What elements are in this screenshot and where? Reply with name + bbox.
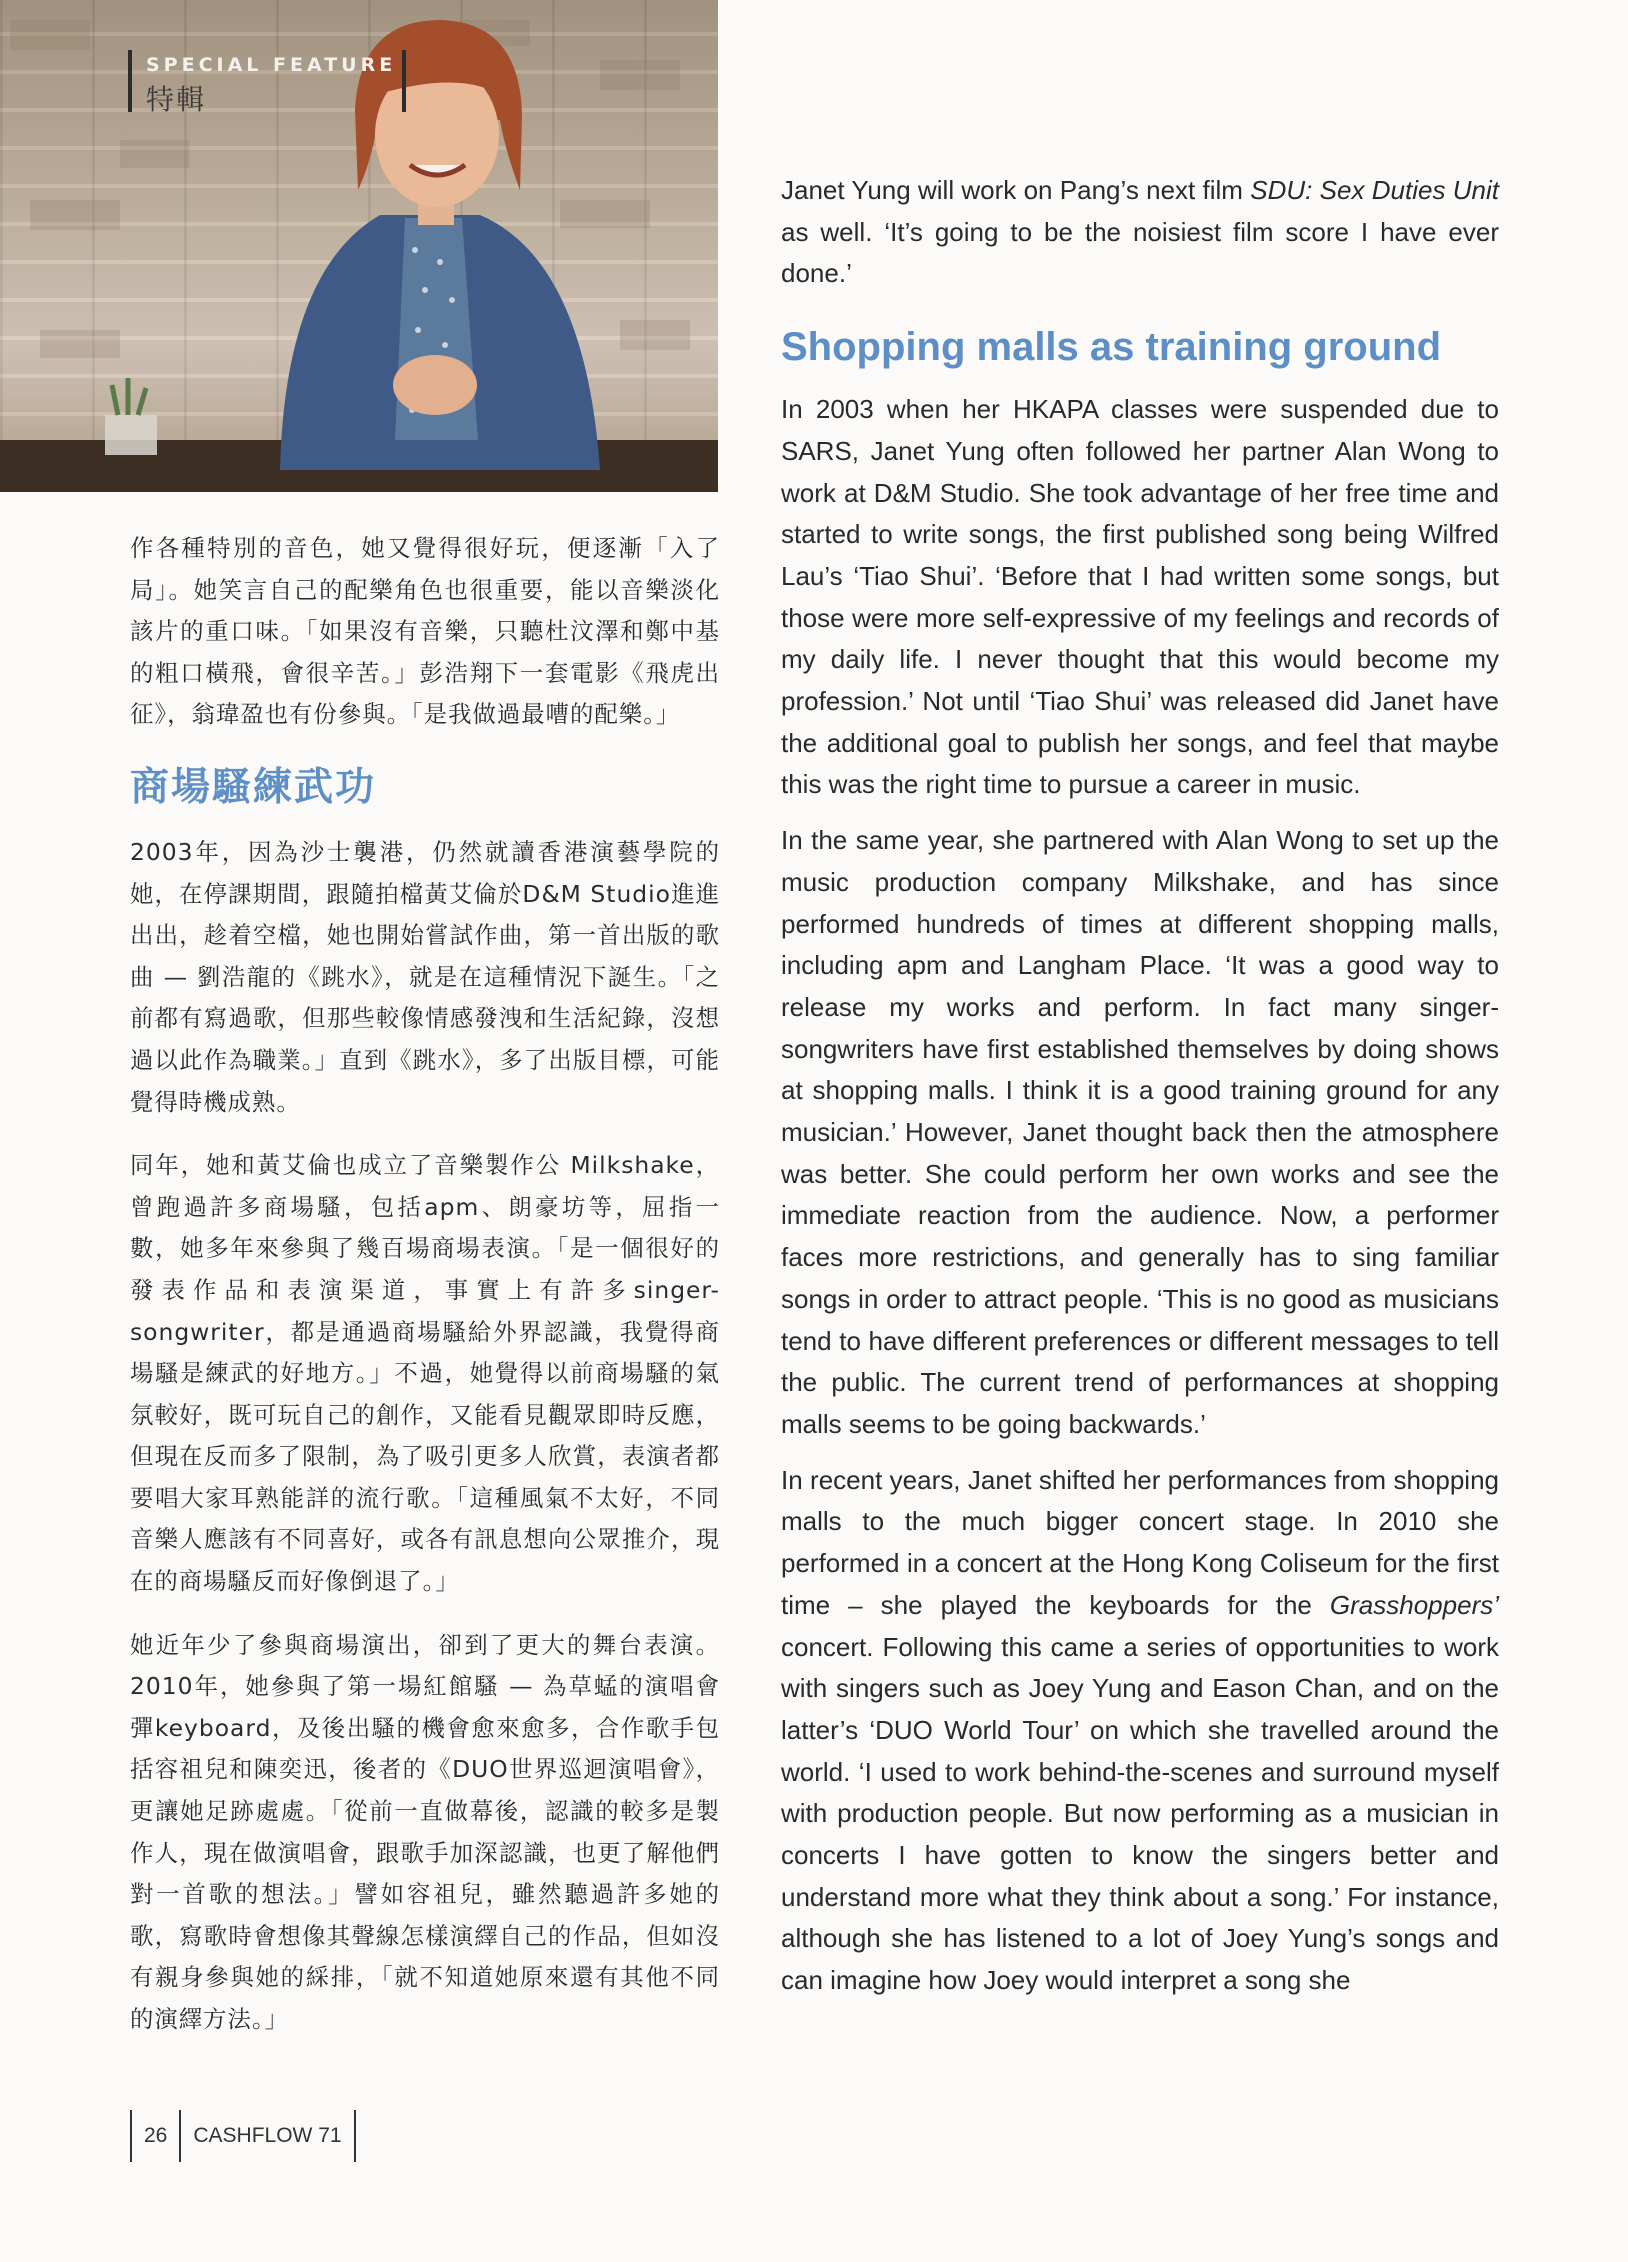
en-paragraph-3: In the same year, she partnered with Alan Wong to set up the music production company Milkshake, and has since performed hundreds of times at different shopping malls, including apm and Langham Place. ‘It was a good way to release my works and perform. In fact many singer-songwriters have first established themselves by doing shows at shopping malls. I think it is a good training ground for any musician.’ However, Janet thought back then the atmosphere was better. She could perform her own works and see the immediate reaction from the audience. Now, a performer faces more restrictions, and generally has to sing familiar songs in order to attract people. ‘This is no good as musicians tend to have different preferences or different messages to tell the public. The current trend of performances at shopping malls seems to be going backwards.’ — [781, 825, 1499, 1439]
en-p4-text-b: concert. Following this came a series of opportunities to work with singers such as Joey Yung and Eason Chan, and on the latter’s ‘DUO World Tour’ on which she travelled around the world. ‘I used to work behind-the-scenes and surround myself with production people. But now performing as a musician in concerts I have gotten to know the singers better and understand more what they think about a song.’ For instance, although she has listened to a lot of Joey Yung’s songs and can imagine how Joey would interpret a song she — [781, 1631, 1499, 1996]
interview-photo — [0, 0, 718, 492]
en-p1-text-b: as well. ‘It’s going to be the noisiest film score I have ever done.’ — [781, 216, 1499, 289]
english-column — [781, 170, 1499, 2016]
en-heading: Shopping malls as training ground — [781, 325, 1442, 370]
en-paragraph-4 — [781, 1460, 1499, 2002]
en-paragraph-2: In 2003 when her HKAPA classes were suspended due to SARS, Janet Yung often followed her partner Alan Wong to work at D&M Studio. She took advantage of her free time and started to write songs, the first published song being Wilfred Lau’s ‘Tiao Shui’. ‘Before that I had written some songs, but those were more self-expressive of my feelings and records of my daily life. I never thought that this would become my profession.’ Not until ‘Tiao Shui’ was released did Janet have the additional goal to publish her songs, and feel that maybe this was the right time to pursue a career in music. — [781, 394, 1499, 800]
band-name: Grasshoppers’ — [1329, 1589, 1499, 1620]
en-p4-text-a: In recent years, Janet shifted her performances from shopping malls to the much bigger concert stage. In 2010 she performed in a concert at the Hong Kong Coliseum for the first time – she played the keyboards for the — [781, 1464, 1499, 1620]
section-label-en: SPECIAL FEATURE — [146, 54, 397, 76]
zh-paragraph-1: 作各種特別的音色，她又覺得很好玩，便逐漸「入了局」。她笑言自己的配樂角色也很重要，能以音樂淡化該片的重口味。「如果沒有音樂，只聽杜汶澤和鄭中基的粗口橫飛，會很辛苦。」彭浩翔下一套電影《飛虎出征》，翁瑋盈也有份參與。「是我做過最嘈的配樂。」 — [130, 534, 720, 729]
zh-heading: 商場騷練武功 — [130, 764, 377, 810]
zh-paragraph-4: 她近年少了參與商場演出，卻到了更大的舞台表演。2010年，她參與了第一場紅館騷 — 為草蜢的演唱會彈keyboard，及後出騷的機會愈來愈多，合作歌手包括容祖兒和陳奕迅，後者的《DUO世界巡迴演唱會》，更讓她足跡處處。「從前一直做幕後，認識的較多是製作人，現在做演唱會，跟歌手加深認識，也更了解他們對一首歌的想法。」譬如容祖兒，雖然聽過許多她的歌，寫歌時會想像其聲線怎樣演繹自己的作品，但如沒有親身參與她的綵排，「就不知道她原來還有其他不同的演繹方法。」 — [130, 1630, 720, 2033]
en-p1-text-a: Janet Yung will work on Pang’s next film — [781, 175, 1251, 205]
page-footer — [130, 2110, 356, 2162]
zh-paragraph-2: 2003年，因為沙士襲港，仍然就讀香港演藝學院的她，在停課期間，跟隨拍檔黃艾倫於D&M Studio進進出出，趁着空檔，她也開始嘗試作曲，第一首出版的歌曲 — 劉浩龍的《跳水》，就是在這種情況下誕生。「之前都有寫過歌，但那些較像情感發洩和生活紀錄，沒想過以此作為職業。」直到《跳水》，多了出版目標，可能覺得時機成熟。 — [130, 837, 720, 1116]
chinese-column — [130, 528, 720, 2063]
zh-paragraph-3: 同年，她和黃艾倫也成立了音樂製作公 Milkshake，曾跑過許多商場騷，包括apm、朗豪坊等，屈指一數，她多年來參與了幾百場商場表演。「是一個很好的發表作品和表演渠道，事實上有許多singer-songwriter，都是通過商場騷給外界認識，我覺得商場騷是練武的好地方。」不過，她覺得以前商場騷的氣氛較好，既可玩自己的創作，又能看見觀眾即時反應，但現在反而多了限制，為了吸引更多人欣賞，表演者都要唱大家耳熟能詳的流行歌。「這種風氣不太好，不同音樂人應該有不同喜好，或各有訊息想向公眾推介，現在的商場騷反而好像倒退了。」 — [130, 1151, 720, 1596]
en-paragraph-1 — [781, 170, 1499, 295]
section-label — [128, 50, 406, 116]
section-label-zh: 特輯 — [146, 83, 207, 116]
page-number: 26 — [132, 2110, 181, 2162]
film-title: SDU: Sex Duties Unit — [1250, 175, 1499, 205]
magazine-name: CASHFLOW 71 — [181, 2110, 355, 2162]
